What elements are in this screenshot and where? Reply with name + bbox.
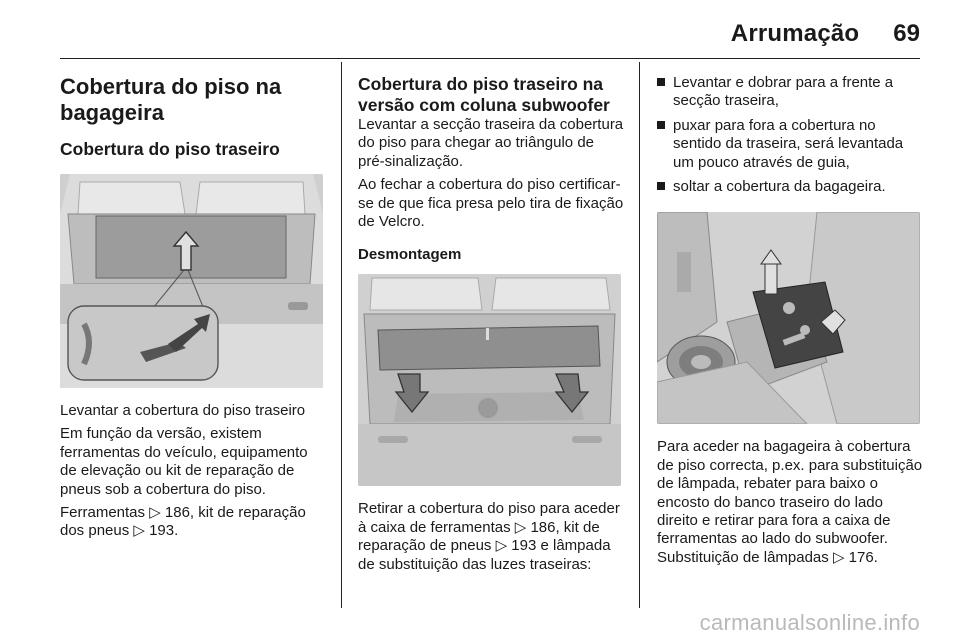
- list-item-text: soltar a cobertura da bagageira.: [673, 178, 886, 196]
- list-item: [657, 117, 923, 172]
- col1-paragraph-2: Em função da versão, existem ferramentas do veículo, equipamento de elevação ou kit de reparação de pneus sob a cobertura do piso.: [60, 425, 308, 498]
- column-divider-2: [639, 62, 640, 608]
- column-2: [358, 74, 624, 579]
- bullet-square-icon: [657, 182, 665, 190]
- steps-list: [657, 74, 923, 196]
- section-title: Cobertura do piso na bagageira: [60, 74, 282, 125]
- column-divider-1: [341, 62, 342, 608]
- list-item: [657, 178, 923, 196]
- subwoofer-toolbox-illustration: [657, 212, 920, 424]
- column-1: [60, 74, 326, 546]
- subsection-title: Cobertura do piso traseiro: [60, 139, 280, 159]
- col2-caption: Retirar a cobertura do piso para aceder à caixa de ferramentas ▷ 186, kit de reparação de pneus ▷ 193 e lâmpada de substituição das luzes traseiras:: [358, 500, 620, 573]
- bullet-square-icon: [657, 78, 665, 86]
- bullet-square-icon: [657, 121, 665, 129]
- trunk-floor-cover-illustration: [60, 174, 323, 388]
- page-header: [731, 14, 920, 54]
- column-3: [657, 74, 923, 572]
- col2-paragraph-2: Ao fechar a cobertura do piso certificar-se de que fica presa pelo tira de fixação de Velcro.: [358, 176, 624, 231]
- subwoofer-section-title: Cobertura do piso traseiro na versão com coluna subwoofer: [358, 74, 610, 115]
- col1-paragraph-1: Levantar a cobertura do piso traseiro: [60, 402, 306, 419]
- floor-cover-removal-illustration: [358, 274, 621, 486]
- list-item-text: Levantar e dobrar para a frente a secção traseira,: [673, 74, 894, 110]
- col3-paragraph: Para aceder na bagageira à cobertura de piso correcta, p.ex. para substituição de lâmpada, rebater para baixo o encosto do banco traseiro do lado direito e retirar para fora a caixa de ferramentas ao lado do subwoofer. Substituição de lâmpadas ▷ 176.: [657, 438, 923, 566]
- col2-paragraph-1: Levantar a secção traseira da cobertura do piso para chegar ao triângulo de pré-sinalização.: [358, 116, 624, 170]
- page-number: 69: [893, 20, 920, 47]
- removal-heading: Desmontagem: [358, 246, 462, 264]
- list-item: [657, 74, 923, 111]
- header-rule: [60, 58, 920, 59]
- col1-paragraph-3: Ferramentas ▷ 186, kit de reparação dos pneus ▷ 193.: [60, 504, 306, 540]
- watermark: carmanualsonline.info: [699, 610, 920, 635]
- page-section-title: Arrumação: [730, 20, 860, 47]
- list-item-text: puxar para fora a cobertura no sentido da traseira, será levantada um pouco através de guia,: [673, 116, 904, 171]
